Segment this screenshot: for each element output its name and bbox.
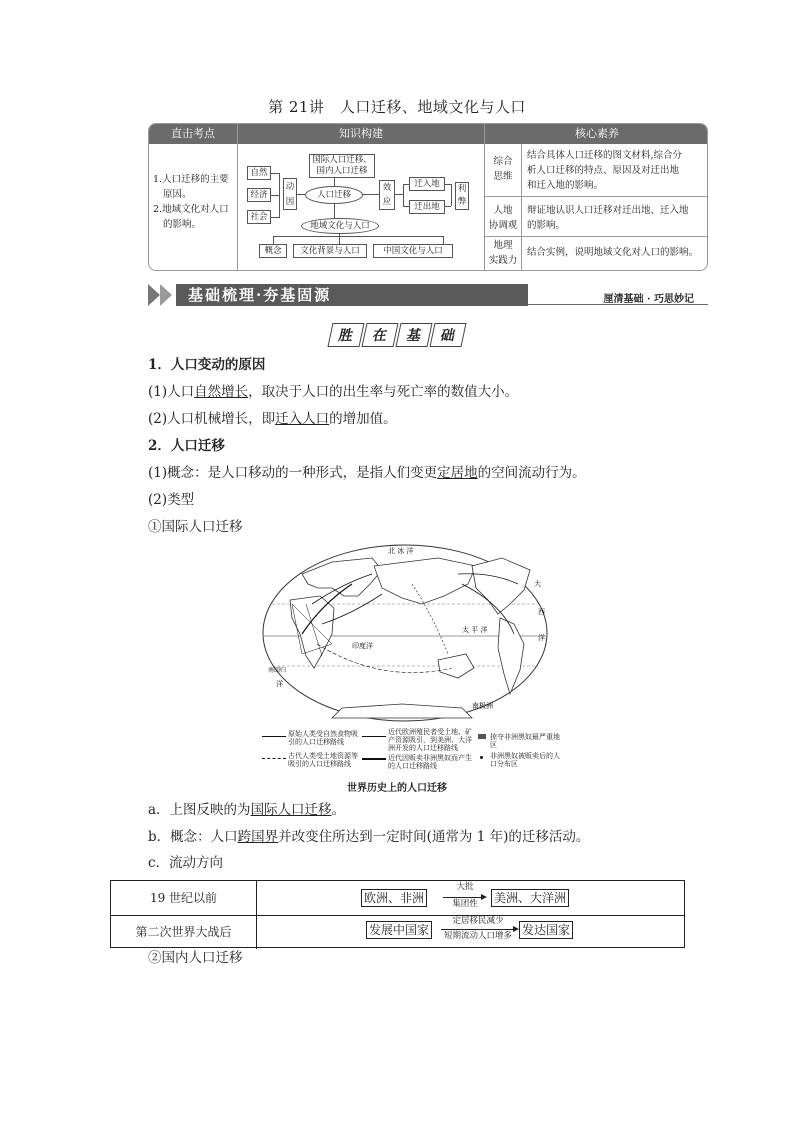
label-antarctic: 南极洲: [472, 702, 493, 710]
kb-renkou: 人口迁移: [305, 186, 363, 204]
world-migration-map: [262, 544, 548, 722]
header-kaodian: 直击考点: [149, 124, 237, 144]
kb-qianchudi: 迁出地: [409, 200, 445, 214]
para-5: ①国际人口迁移: [148, 519, 243, 535]
suyang-text-1: 结合具体人口迁移的图文材料,综合分 析人口迁移的特点、原因及对迁出地 和迁入地的影响。: [527, 150, 683, 191]
kb-dongyin: 动因: [283, 178, 297, 210]
flow-direction-table: [110, 880, 685, 948]
label-atlantic2: 西: [538, 608, 545, 616]
kaodian-text: 1.人口迁移的主要 原因。 2.地域文化对人口 的影响。: [153, 174, 229, 230]
label-arctic: 北 冰 洋: [388, 547, 414, 555]
section-banner: [148, 284, 708, 306]
summary-table: [148, 123, 708, 271]
para-c: c．流动方向: [148, 855, 224, 871]
kb-ziran: 自然: [247, 166, 271, 180]
label-atlantic3: 洋: [538, 634, 545, 642]
legend-item-4: 近代因贩卖非洲黑奴而产生的人口迁移路线: [388, 754, 472, 770]
para-2: (2)人口机械增长，即迁入人口的增加值。: [148, 411, 397, 427]
legend-item-6: 非洲黑奴被贩卖后的人口分布区: [490, 752, 560, 768]
suyang-text-2: 辩证地认识人口迁移对迁出地、迁入地 的影响。: [527, 205, 689, 231]
map-caption: 世界历史上的人口迁移: [347, 783, 447, 794]
kb-qianrudi: 迁入地: [409, 177, 445, 191]
header-zhishi: 知识构建: [238, 124, 484, 144]
shengzai-heading: 胜 在 基 础: [0, 323, 794, 347]
flow-to: 美洲、大洋洲: [491, 889, 569, 907]
label-south: 南回归: [268, 667, 287, 674]
kb-gainian: 概念: [259, 244, 287, 258]
para-3: (1)概念：是人口移动的一种形式，是指人们变更定居地的空间流动行为。: [148, 465, 586, 481]
suyang-text-3: 结合实例，说明地域文化对人口的影响。: [527, 247, 699, 258]
kb-jingji: 经济: [247, 188, 271, 202]
kb-libi: 利弊: [455, 182, 469, 210]
flow-from: 欧洲、非洲: [361, 889, 427, 907]
label-pacific: 太 平 洋: [462, 626, 488, 634]
legend-item-5: 掠夺非洲黑奴最严重地区: [490, 733, 560, 749]
kb-wenhua: 文化背景与人口: [293, 244, 367, 258]
suyang-label-1: 综合 思维: [493, 156, 513, 182]
label-indian: 印度洋: [352, 642, 373, 650]
legend-item-3: 近代欧洲殖民者受土地、矿产资源吸引，到美洲、大洋洲开发的人口迁移路线: [388, 728, 472, 752]
para-4: (2)类型: [148, 492, 195, 508]
kb-xiaoying: 效应: [379, 180, 395, 210]
heading-2: 2．人口迁移: [148, 438, 225, 454]
flow-row: 第二次世界大战后 发展中国家 定居移民减少 短期流动人口增多 发达国家: [111, 915, 684, 949]
flow-from: 发展中国家: [366, 921, 432, 939]
header-suyang: 核心素养: [485, 124, 708, 144]
suyang-label-2: 人地 协调观: [488, 205, 518, 231]
kb-diyu: 地域文化与人口: [301, 218, 379, 234]
map-svg: [262, 544, 548, 722]
para-b: b．概念：人口跨国界并改变住所达到一定时间(通常为 1 年)的迁移活动。: [148, 829, 590, 845]
suyang-label-3: 地理 实践力: [488, 240, 518, 266]
banner-title: 基础梳理·夯基固源: [188, 286, 332, 304]
para-6: ②国内人口迁移: [148, 950, 243, 966]
kb-types: 国际人口迁移、 国内人口迁移: [309, 154, 375, 178]
map-legend: [262, 728, 562, 772]
page-title: 第 21讲 人口迁移、地域文化与人口: [268, 98, 526, 116]
flow-row: 19 世纪以前 欧洲、非洲 大批 集团性 美洲、大洋洲: [111, 881, 684, 916]
flow-to: 发达国家: [519, 921, 573, 939]
heading-1: 1．人口变动的原因: [148, 357, 266, 373]
banner-subtitle: 厘清基础 · 巧思妙记: [603, 294, 694, 305]
kb-zhongguo: 中国文化与人口: [373, 244, 453, 258]
label-atlantic: 大: [534, 580, 541, 588]
para-a: a．上图反映的为国际人口迁移。: [148, 802, 346, 818]
kb-shehui: 社会: [247, 210, 271, 224]
legend-item-1: 原始人类受自然食物吸引的人口迁移路线: [288, 730, 358, 746]
para-1: (1)人口自然增长，取决于人口的出生率与死亡率的数值大小。: [148, 384, 519, 400]
legend-item-2: 古代人类受土地资源等吸引的人口迁移路线: [288, 752, 358, 768]
label-south2: 洋: [276, 680, 283, 688]
